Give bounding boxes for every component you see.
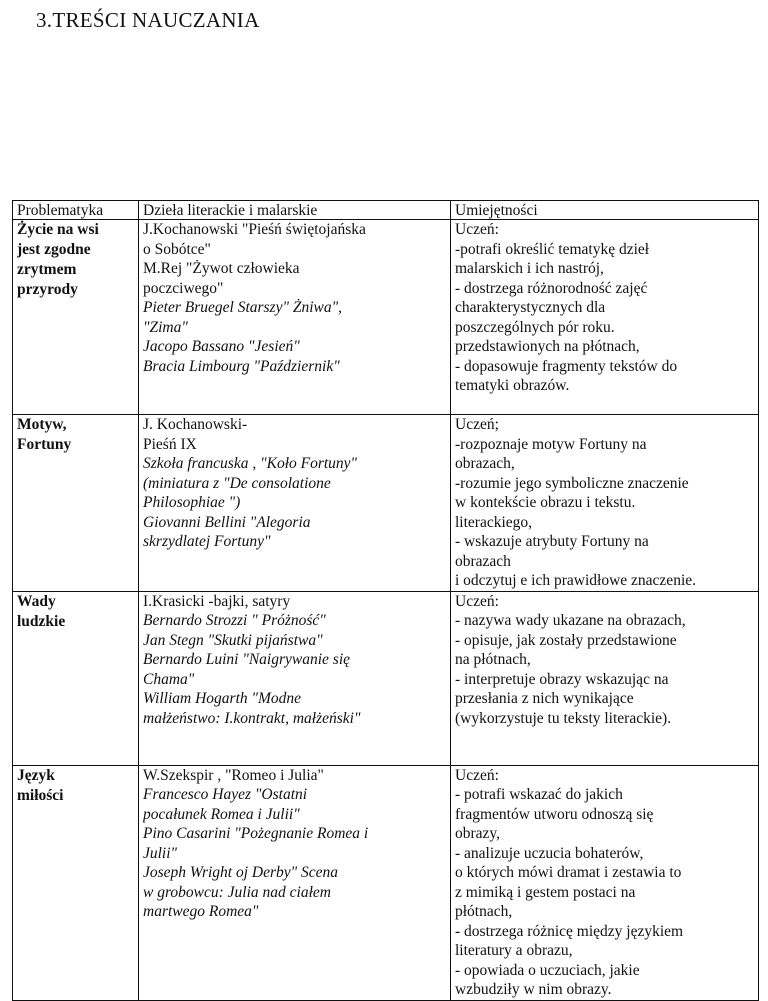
- work-line: M.Rej "Żywot człowieka: [143, 260, 300, 277]
- table-header-row: [13, 201, 759, 220]
- skill-line: obrazy,: [455, 825, 501, 842]
- skill-line: obrazach: [455, 552, 511, 570]
- skill-line: - analizuje uczucia bohaterów,: [455, 844, 644, 862]
- skill-line: (wykorzystuje tu teksty literackie).: [455, 709, 672, 727]
- work-line: poczciwego": [143, 279, 224, 297]
- skill-line: literatury a obrazu,: [455, 942, 573, 959]
- skill-line: -rozumie jego symboliczne znaczenie: [455, 474, 689, 492]
- table-row: [13, 415, 759, 592]
- skill-line: - nazywa wady ukazane na obrazach,: [455, 612, 686, 629]
- skills-cell: [451, 415, 759, 592]
- skill-line: z mimiką i gestem postaci na: [455, 883, 636, 901]
- skill-line: i odczytuj e ich prawidłowe znaczenie.: [455, 572, 696, 589]
- topic-cell: [13, 765, 139, 1000]
- work-line: w grobowcu: Julia nad ciałem: [143, 883, 331, 901]
- curriculum-table: [12, 200, 759, 1001]
- work-line: Pieśń IX: [143, 435, 197, 453]
- work-line: (miniatura z "De consolatione: [143, 474, 331, 492]
- skill-line: - dostrzega różnorodność zajęć: [455, 279, 648, 297]
- table-row: [13, 220, 759, 415]
- skill-line: Uczeń:: [455, 766, 499, 784]
- topic-line: przyrody: [17, 281, 78, 298]
- work-line: Philosophiae "): [143, 494, 241, 511]
- work-line: Bernardo Strozzi " Próżność": [143, 612, 326, 629]
- work-line: I.Krasicki -bajki, satyry: [143, 592, 291, 610]
- skill-line: na płótnach,: [455, 651, 531, 668]
- column-header-dziela: Dzieła literackie i malarskie: [139, 201, 451, 220]
- work-line: William Hogarth "Modne: [143, 690, 302, 707]
- topic-cell: [13, 415, 139, 592]
- topic-line: Motyw,: [17, 416, 67, 433]
- skill-line: Uczeń:: [455, 592, 499, 610]
- skill-line: wzbudziły w nim obrazy.: [455, 981, 612, 998]
- column-header-problematyka: Problematyka: [13, 201, 139, 220]
- skill-line: poszczególnych pór roku.: [455, 318, 615, 336]
- work-line: Szkoła francuska , "Koło Fortuny": [143, 455, 358, 472]
- work-line: martwego Romea": [143, 903, 259, 920]
- work-line: Jacopo Bassano "Jesień": [143, 338, 300, 355]
- skill-line: płótnach,: [455, 903, 513, 920]
- table-row: [13, 765, 759, 1000]
- topic-line: Życie na wsi: [17, 221, 99, 238]
- works-cell: [139, 415, 451, 592]
- skill-line: -rozpoznaje motyw Fortuny na: [455, 435, 647, 453]
- topic-line: Wady: [17, 592, 56, 610]
- topic-line: zrytmem: [17, 261, 77, 278]
- work-line: Jan Stegn "Skutki pijaństwa": [143, 631, 323, 649]
- work-line: Bernardo Luini "Naigrywanie się: [143, 651, 351, 668]
- skill-line: malarskich i ich nastrój,: [455, 260, 604, 277]
- skill-line: fragmentów utworu odnoszą się: [455, 805, 654, 823]
- work-line: J. Kochanowski-: [143, 416, 248, 433]
- work-line: W.Szekspir , "Romeo i Julia": [143, 766, 324, 784]
- skill-line: Uczeń:: [455, 221, 499, 238]
- topic-line: jest zgodne: [17, 241, 91, 258]
- skill-line: -potrafi określić tematykę dzieł: [455, 240, 650, 258]
- works-cell: [139, 591, 451, 765]
- skill-line: przesłania z nich wynikające: [455, 690, 634, 707]
- work-line: o Sobótce": [143, 240, 211, 258]
- work-line: Pieter Bruegel Starszy" Żniwa",: [143, 299, 343, 316]
- skill-line: - dostrzega różnicę między językiem: [455, 922, 684, 940]
- skill-line: - interpretuje obrazy wskazując na: [455, 670, 669, 688]
- work-line: małżeństwo: I.kontrakt, małżeński": [143, 709, 361, 727]
- skill-line: o których mówi dramat i zestawia to: [455, 864, 682, 881]
- work-line: Julii": [143, 844, 178, 862]
- work-line: "Zima": [143, 318, 188, 336]
- work-line: skrzydlatej Fortuny": [143, 533, 271, 550]
- work-line: J.Kochanowski "Pieśń świętojańska: [143, 221, 366, 238]
- skill-line: obrazach,: [455, 455, 515, 472]
- skill-line: przedstawionych na płótnach,: [455, 338, 640, 355]
- page-title: 3.TREŚCI NAUCZANIA: [36, 8, 260, 32]
- topic-cell: [13, 591, 139, 765]
- work-line: Chama": [143, 670, 195, 688]
- skill-line: w kontekście obrazu i tekstu.: [455, 494, 636, 511]
- topic-line: Język: [17, 766, 55, 784]
- works-cell: [139, 220, 451, 415]
- skill-line: tematyki obrazów.: [455, 377, 570, 394]
- skill-line: literackiego,: [455, 513, 533, 531]
- skill-line: - opowiada o uczuciach, jakie: [455, 961, 640, 979]
- topic-cell: [13, 220, 139, 415]
- skill-line: - potrafi wskazać do jakich: [455, 786, 623, 803]
- topic-line: miłości: [17, 786, 64, 804]
- work-line: Pino Casarini "Pożegnanie Romea i: [143, 825, 369, 842]
- skill-line: - opisuje, jak zostały przedstawione: [455, 631, 677, 649]
- work-line: Joseph Wright oj Derby" Scena: [143, 864, 339, 881]
- skills-cell: [451, 220, 759, 415]
- work-line: Giovanni Bellini "Alegoria: [143, 513, 311, 531]
- work-line: pocałunek Romea i Julii": [143, 805, 300, 823]
- skill-line: - dopasowuje fragmenty tekstów do: [455, 357, 678, 375]
- topic-line: Fortuny: [17, 436, 72, 453]
- table-row: [13, 591, 759, 765]
- skill-line: - wskazuje atrybuty Fortuny na: [455, 533, 649, 550]
- works-cell: [139, 765, 451, 1000]
- topic-line: ludzkie: [17, 612, 66, 630]
- skills-cell: [451, 765, 759, 1000]
- work-line: Francesco Hayez "Ostatni: [143, 786, 308, 803]
- column-header-umiejetnosci: Umiejętności: [451, 201, 759, 220]
- skills-cell: [451, 591, 759, 765]
- skill-line: Uczeń;: [455, 416, 499, 433]
- skill-line: charakterystycznych dla: [455, 299, 606, 316]
- work-line: Bracia Limbourg "Październik": [143, 357, 340, 375]
